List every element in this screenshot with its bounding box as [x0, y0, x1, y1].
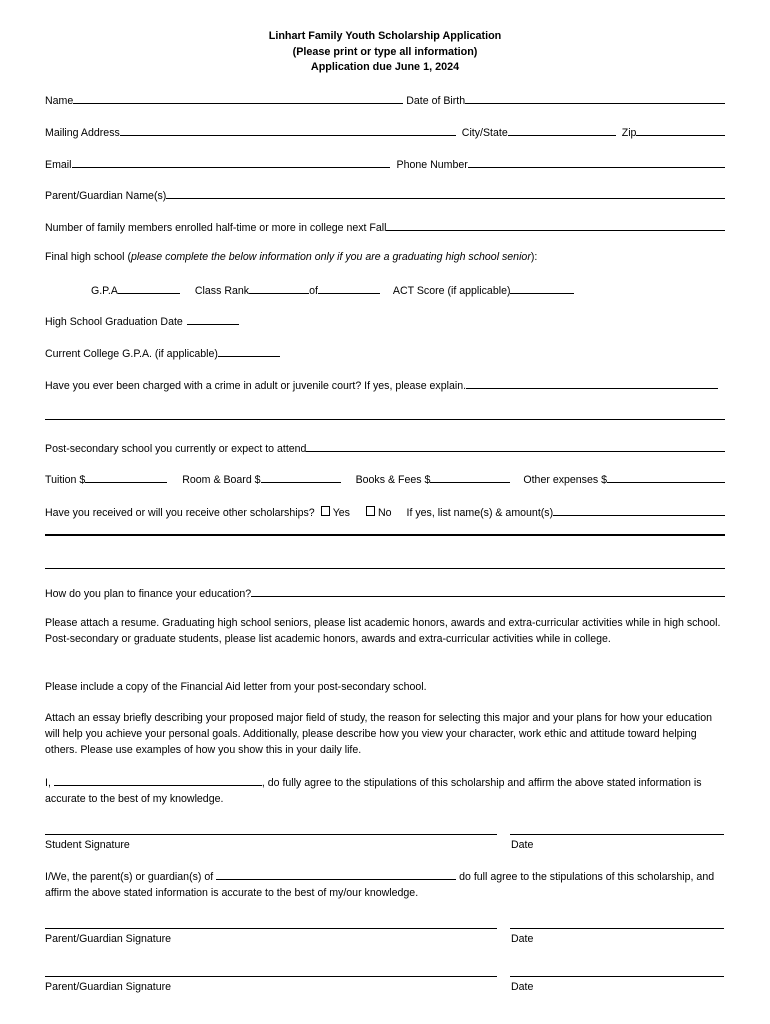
- postsecondary-row: [45, 440, 725, 456]
- form-title: Linhart Family Youth Scholarship Application: [268, 30, 502, 42]
- zip-field[interactable]: [636, 124, 725, 136]
- finance-label: How do you plan to finance your education?: [45, 588, 252, 600]
- email-label: Email: [45, 159, 72, 171]
- phone-field[interactable]: [468, 156, 725, 168]
- mailing-label: Mailing Address: [45, 127, 120, 139]
- other-scholarships-row: [45, 504, 725, 520]
- resume-instructions: Please attach a resume. Graduating high school seniors, please list academic honors, awards and extra-curricular activities while in high school. Post-secondary or graduate students, please list academic honors, awards and extra-curricular activities while in college.: [45, 617, 721, 645]
- college-gpa-row: [45, 345, 725, 361]
- parents-field[interactable]: [166, 187, 725, 199]
- crime-field-line-2[interactable]: [45, 408, 725, 420]
- email-field[interactable]: [72, 156, 390, 168]
- other-expenses-label: Other expenses $: [523, 474, 607, 486]
- class-size-field[interactable]: [318, 282, 380, 294]
- student-date-label: Date: [511, 839, 534, 851]
- city-state-label: City/State: [461, 127, 508, 139]
- final-hs-prefix: Final high school (: [45, 251, 131, 263]
- form-subtitle: (Please print or type all information): [292, 45, 478, 58]
- gpa-field[interactable]: [118, 282, 180, 294]
- student-name-parent-field[interactable]: [216, 868, 456, 880]
- parent-agreement-suffix: do full agree to the stipulations of this scholarship, and affirm the above stated information is accurate to the best of my/our knowledge.: [45, 871, 715, 899]
- name-label: Name: [45, 95, 74, 107]
- postsecondary-label: Post-secondary school you currently or expect to attend: [45, 443, 307, 455]
- mailing-row: [45, 124, 725, 140]
- college-gpa-field[interactable]: [218, 345, 280, 357]
- crime-row-continued: [45, 408, 725, 420]
- books-fees-label: Books & Fees $: [355, 474, 431, 486]
- hs-grad-field[interactable]: [187, 313, 239, 325]
- class-rank-field[interactable]: [249, 282, 309, 294]
- email-row: [45, 156, 725, 172]
- parent-date-label-1: Date: [511, 933, 534, 945]
- city-state-field[interactable]: [508, 124, 616, 136]
- final-hs-row: [45, 250, 725, 264]
- scholarship-names-field[interactable]: [45, 557, 725, 569]
- parent-date-line-1[interactable]: [510, 928, 724, 929]
- no-checkbox[interactable]: [366, 506, 375, 516]
- family-college-row: [45, 219, 725, 235]
- scholarship-names-row: [45, 557, 725, 569]
- yes-label: Yes: [332, 507, 350, 519]
- financial-aid-instructions: Please include a copy of the Financial Aid letter from your post-secondary school.: [45, 681, 427, 693]
- costs-row: [45, 471, 725, 487]
- other-scholarships-label: Have you received or will you receive other scholarships?: [45, 507, 315, 519]
- name-field[interactable]: [73, 92, 403, 104]
- tuition-label: Tuition $: [45, 474, 86, 486]
- final-hs-instruction: please complete the below information only if you are a graduating high school senior: [130, 251, 531, 263]
- student-signature-label: Student Signature: [45, 839, 130, 851]
- gpa-label: G.P.A: [91, 285, 118, 297]
- parent-date-line-2[interactable]: [510, 976, 724, 977]
- dob-label: Date of Birth: [406, 95, 466, 107]
- act-label: ACT Score (if applicable): [392, 285, 511, 297]
- books-fees-field[interactable]: [430, 471, 510, 483]
- dob-field[interactable]: [465, 92, 725, 104]
- family-college-field[interactable]: [386, 219, 725, 231]
- final-hs-suffix: ):: [530, 251, 538, 263]
- no-label: No: [377, 507, 392, 519]
- section-divider: [45, 534, 725, 536]
- parent-date-label-2: Date: [511, 981, 534, 993]
- student-date-line[interactable]: [510, 834, 724, 835]
- other-expenses-field[interactable]: [607, 471, 725, 483]
- parent-signature-line-2[interactable]: [45, 976, 497, 977]
- yes-checkbox[interactable]: [321, 506, 330, 516]
- parent-signature-line-1[interactable]: [45, 928, 497, 929]
- crime-field[interactable]: [466, 377, 718, 389]
- name-row: [45, 92, 725, 108]
- family-college-label: Number of family members enrolled half-time or more in college next Fall: [45, 222, 387, 234]
- parents-row: [45, 187, 725, 203]
- student-agreement: [45, 774, 727, 808]
- class-rank-of-label: of: [309, 285, 318, 297]
- agreement-suffix: , do fully agree to the stipulations of this scholarship and affirm the above stated information is accurate to the best of my knowledge.: [45, 777, 702, 805]
- form-due-date: Application due June 1, 2024: [310, 61, 460, 73]
- student-signature-line[interactable]: [45, 834, 497, 835]
- hs-grad-row: [45, 313, 725, 329]
- gpa-row: [91, 282, 591, 298]
- list-names-field[interactable]: [553, 504, 725, 516]
- crime-label: Have you ever been charged with a crime in adult or juvenile court? If yes, please explain.: [45, 380, 467, 392]
- parent-signature-label-1: Parent/Guardian Signature: [45, 933, 172, 945]
- postsecondary-field[interactable]: [306, 440, 725, 452]
- essay-instructions: Attach an essay briefly describing your proposed major field of study, the reason for selecting this major and your plans for how your education will help you achieve your personal goals. Additionally, please describe how you view your character, work ethic and attitude toward helping others. Please use examples of how you show this in your daily life.: [45, 712, 712, 756]
- finance-row: [45, 585, 725, 601]
- form-header: [0, 29, 770, 76]
- parent-agreement-prefix: I/We, the parent(s) or guardian(s) of: [45, 871, 214, 883]
- room-board-label: Room & Board $: [182, 474, 261, 486]
- phone-label: Phone Number: [396, 159, 468, 171]
- parent-agreement: [45, 868, 727, 902]
- crime-row: [45, 377, 725, 393]
- finance-field[interactable]: [251, 585, 725, 597]
- hs-grad-label: High School Graduation Date: [45, 316, 183, 328]
- room-board-field[interactable]: [261, 471, 341, 483]
- student-name-field[interactable]: [54, 774, 262, 786]
- zip-label: Zip: [621, 127, 637, 139]
- college-gpa-label: Current College G.P.A. (if applicable): [45, 348, 218, 360]
- class-rank-label: Class Rank: [194, 285, 250, 297]
- list-names-label: If yes, list name(s) & amount(s): [406, 507, 554, 519]
- mailing-field[interactable]: [120, 124, 456, 136]
- parent-signature-label-2: Parent/Guardian Signature: [45, 981, 172, 993]
- agreement-prefix: I,: [45, 777, 51, 789]
- parents-label: Parent/Guardian Name(s): [45, 190, 167, 202]
- act-field[interactable]: [510, 282, 574, 294]
- tuition-field[interactable]: [85, 471, 167, 483]
